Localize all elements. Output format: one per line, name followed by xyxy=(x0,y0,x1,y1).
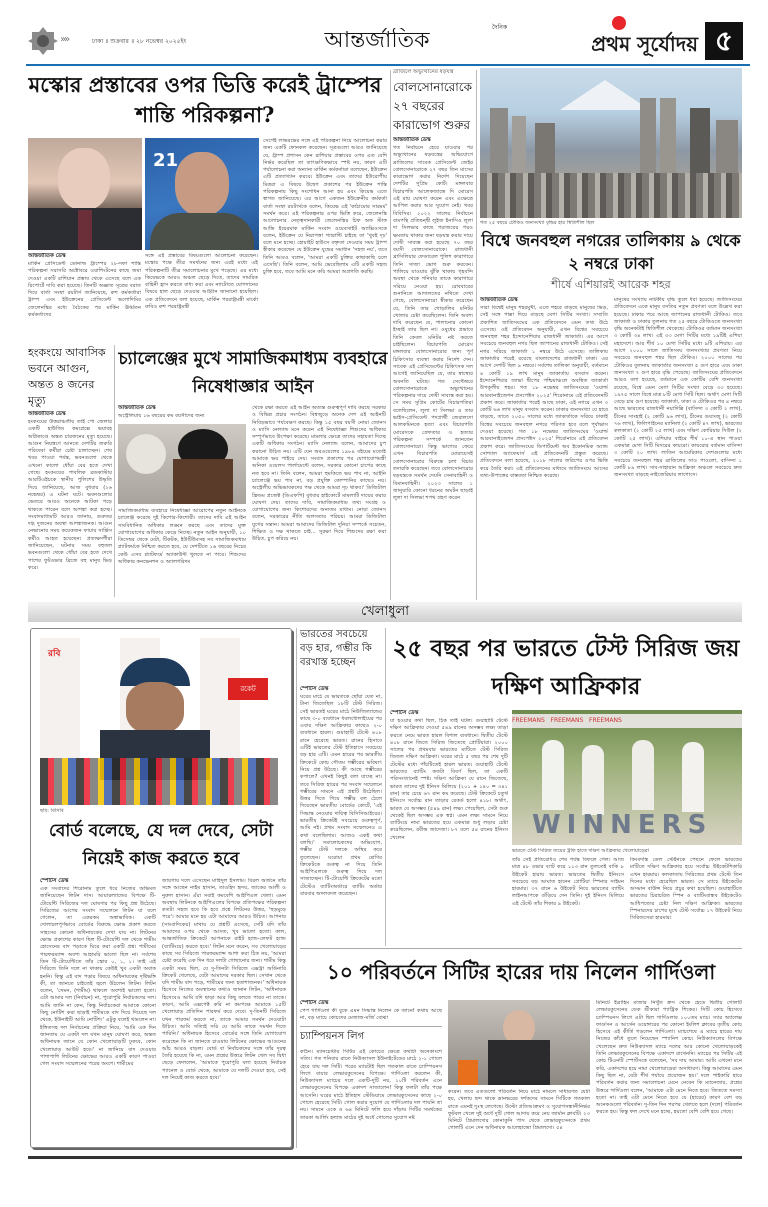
guardiola-col-1: কঠিন। ম্যানচেস্টার সিটির এই কোচের ক্ষেত্রে কথাটা অনেকাংশে সত্যি। গত শনিবার রাতে নিউক্যাসল ইউনাইটেডের মাঠে ২-১ গোলে হেরে যায় দল সিটি। পরের ম্যাচটাই ছিল গতকাল রাতে চ্যাম্পিয়নস লিগে বায়ার লেভারকুসেনের বিপক্ষে। গার্দিওলা করলেন কী, নিউক্যাসল ম্যাচের দলে একটি-দুটি নয়, ১০টি পরিবর্তন এনে লেভারকুসেনের বিপক্ষে একাদশ সাজালেন! কিন্তু ফলটা তাঁর পক্ষে আসেনি। ঘরের মাঠে ইতিহাদ স্টেডিয়ামে লেভারকুসেনের কাছে ২-০ গোলে হেরেছে সিটি। গোল করার সুযোগ যে গার্দিওলার দল পায়নি তা নয়। সামনে একে ও ৬৪ মিনিটে ফলি হয়ে দাঁড়ায় সিটির সমর্থকের তারকা আর্লিং হলান্ড মাঠের দুই অর্ধে গোলের সুযোগ নষ্ট xyxy=(300,1049,442,1121)
dateline: ঢাকা ॥ শুক্রবার ॥ ২৮ নভেম্বর ২০২৫ইং xyxy=(92,38,187,45)
arrows-icon: »» xyxy=(60,34,69,45)
social-intro: অস্ট্রেলিয়ায় ১৬ বছরের কম বয়সীদের জন্য xyxy=(118,413,205,419)
column-divider xyxy=(114,345,115,597)
section-title: আন্তর্জাতিক xyxy=(324,28,430,53)
social-headline: চ্যালেঞ্জের মুখে সামাজিকমাধ্যম ব্যবহারে নিষেধাজ্ঞার আইন xyxy=(118,349,388,397)
dhaka-subhead: শীর্ষে এশিয়ারই আরেক শহর xyxy=(551,278,671,291)
putin-photo xyxy=(28,138,142,250)
lead-col-3: সের্গেই লাভরভের সঙ্গে এই পরিকল্পনা নিয়ে আলোচনা করার জন্য একটি ফোনকল করেছেন। সূত্রগুলো আরও জানিয়েছে যে, ট্রাম্প প্রশাসন কেন রাশিয়ার প্রস্তাবের ওপর এত বেশি নির্ভর করেছিল তা তাৎক্ষণিকভাবে স্পষ্ট নয়, কারণ এটি পর্যালোচনা করা অন্যান্য মার্কিন কর্মকর্তারা বলেছেন, ইউক্রেন এটি প্রত্যাখ্যান করবে। ইউক্রেন এবং তাদের ইউরোপীয় মিত্ররা এ বিষয়ে উদ্বেগ প্রকাশের পর ইউক্রেন শান্তি পরিকল্পনায় কিছু সংশোধন আনা হয় এবং কিয়েভ এতে স্বাগত জানিয়েছে। এর আগে একজন ইউক্রেনীয় কর্মকর্তা বার্তা সংস্থা রয়টার্সকে বলেন, কিয়েভ এই 'কাঠামোর সারমর্ম' সমর্থন করে। এই পরিকল্পনার ওপর ভিত্তি করে, জেলেনস্কি আলোচনার নেতৃত্বদানকারী জেলেনস্কির চিফ অফ স্টাফ আন্দ্রি ইয়েরমাক মার্কিন সংবাদ ওয়েবসাইট অ্যাক্সিওসকে বলেন, ইউক্রেন যে নিরাপত্তা গ্যারান্টি চাইছে তা 'খুবই দৃঢ়' বলে মনে হচ্ছে। হোয়াইট হাউসে বক্তৃতা দেওয়ার সময় ট্রাম্প স্বীকার করেছেন যে ইউক্রেন যুদ্ধের সমাধান 'সহজ নয়', তবে তিনি আরও বলেন, 'আমরা একটি চুক্তির কাছাকাছি চলে এসেছি'। তিনি বলেন, আমি ভেবেছিলাম এটি একটি সহজ চুক্তি হবে, তবে আমি মনে করি আমরা অগ্রগতি করছি। xyxy=(263,138,387,276)
press-conference-photo xyxy=(40,638,278,805)
gambhir-headline: ভারতের সবচেয়ে বড় হার, গম্ভীর কি বরখাস্ত হচ্ছেন xyxy=(300,629,372,668)
winners-board: WINNERS xyxy=(532,810,713,840)
lead-col-1: মার্কিন প্রেসিডেন্ট ডোনাল্ড ট্রাম্পের ২৮-দফা শান্তি পরিকল্পনা সরাসরি অক্টোবরে ওয়াশিংটনের কাছে জমা দেওয়া একটি রাশিয়ান প্রস্তাব থেকে এসেছে বলে এক রিপোর্টে দাবি করা হয়েছে। তিনটি অজ্ঞাত সূত্রের বরাত দিয়ে বার্তা সংস্থা রয়টার্স জানিয়েছে, রুশ কর্মকর্তারা ট্রাম্প এবং ইউক্রেনের প্রেসিডেন্ট ভলোদিমির জেলেনস্কির মধ্যে বৈঠকের পর মার্কিন ঊর্ধ্বতন কর্মকর্তাদের xyxy=(28,261,141,319)
masthead-rule xyxy=(26,64,750,66)
sa-col-2: তাঁর সেই প্রতিরোধও শেষ পর্যন্ত বিফলে গেল। আজ মাত্র ৪৮ ওভার ব্যাট করে ১১৩ রান তুলতেই বাকি ৮ উইকেট হারায় ভারত। ভারতের দ্বিতীয় ইনিংসে সবচেয়ে বড় আঘাত হানেন প্রোটিয়া স্পিনার সাইমন হারমার। ৩৭ রানে ৬ উইকেট নিয়ে ভারতের ব্যাটিং লাইনআপকে গুঁড়িয়ে দেন তিনি। দুই ইনিংস মিলিয়ে এই টেস্টে তাঁর শিকার ৯ উইকেট। xyxy=(512,857,624,907)
board-col-2: জায়গায় দলে এসেছেন মাহিদুল ইসলাম। বিরল অর্জনে তাঁর সঙ্গে আছেন নাইম হাসান, তাওহিদ হৃদয়, জাকের আলী ও নুরুল হাসান। এঁরা সবাই কমবেশি আইপিএল খেলা। এমন অবস্থায় লিটনকে আইপিএলের বিপক্ষে প্রতিপক্ষের পরিকল্পনা কতটা সহজ হবে কি হবে প্রশ্নে লিটনের উত্তর, 'হুড়মুড়ে পরে'। আমার মনে হয় এটা আমাদের আরও উচিত। আপনার (সাংবাদিকের) মাথায় যে প্রশ্নটি এসেছে, সেটি যদি তাঁর আমাদের ওপর থেকে আসত, খুব ভালো হতো। কাল, আন্তর্জাতিক ক্রিকেটে আপনাকে রাইট হ্যান্ড-লেফট হ্যান্ড (ব্যাটিংয়ে) করতে হবে।' লিটন মনে করেন, সব খেলোয়াড়ের কাছে সব সিরিজে পারফরম্যান্স আশা করা ঠিক নয়, 'আমরা চেষ্টা করেছি এক দিন ধরে দলটা গোছানোর জন্য। শামীম কিন্তু একটা সময় ছিল, যে দু-তিনটা সিরিজে এক্সট্রা অর্ডিনারি ক্রিকেট খেলেছে, যেটা আমাদের দরকার ছিল। সেখান থেকে যদি শামীম বাদ পড়ে, শামীমের জন্য হতাশাজনক।' অধিনায়ক হিসেবে নিজের অবস্থানের কথাও জানান লিটন, 'অধিনায়ক হিসেবেও আমি যদি ছাড়া আর কিছু বলতে পারব না তাকে। কারণ, আমি এক্সপেক্ট করি না কমপক্ষে আমাকে ১৫টি খেলোয়াড় প্রতিদিন পারফর্ম করে দেবে। দু-তিনটি সিরিজে যখন পারফর্ম করতে না, তাকে আমার সমর্থন দেওয়াটা উচিত। আমি সত্যিই সরি যে আমি তাকে সমর্থন দিতে পারিনি।' অধিনায়ক হিসেবে বোর্ডের সঙ্গে তিনি যোগাযোগ করেছেন কি না জানতে চাওয়ায় লিটনের ক্ষোভের আগুনের আঁচ আরও বাড়ল। বোর্ড বা নির্বাচকদের সঙ্গে তাঁর দূরত্ব তৈরি হয়েছে কি না, এমন প্রশ্নের উত্তরে লিটন খেল সব দ্বিধা ছেড়ে ফেললেন, 'আমাকে পুরোপুরি বলা হয়েছে নির্বাচক প্যানেল ও বোর্ড থেকে, আমাকে যে দলটি দেওয়া হবে, সেই দল নিয়েই কাজ করতে হবে।' xyxy=(162,878,286,1082)
page-bottom-rule xyxy=(28,1156,742,1159)
board-desk: স্পোর্টস ডেস্ক xyxy=(40,878,69,884)
sa-col-1: যা হওয়ার কথা ছিল, ঠিক তাই ঘটল। গুয়াহাটি টেস্টে দক্ষিণ আফ্রিকার দেওয়া ৫৪৯ রানের অসম্ভব লক্ষ্য তাড়া করতে নেমে ভারত হারল বিশাল ব্যবধানে। দ্বিতীয় টেস্টে ৪০৮ রানে জিতে সিরিজ জিতেছে প্রোটিয়ারা। ২০০০ সালের পর প্রথমবার ভারতের মাটিতে টেস্ট সিরিজ জিতল দক্ষিণ আফ্রিকা। ঘরের মাঠে ৫ বছর পর শেষ দুটি টেস্টের মধ্যে পাঁচটিতেই হারল ভারত। গুয়াহাটি টেস্টে ভারতের ব্যাটিং কতটা বিবর্ণ ছিল, তা একটি পরিসংখ্যানেই স্পষ্ট। দক্ষিণ আফ্রিকা যে রানে জিতেছে, ভারত তাদের দুই ইনিংস মিলিয়ে (২০১ + ১৪০ = ৩৪১ রান) তার চেয়ে ৬৭ রান কম করেছে। টেস্ট ক্রিকেটে চতুর্থ ইনিংসে সর্বোচ্চ রান তাড়ার রেকর্ড হলো ৪১৮। অর্থাৎ, ভারত যে অসম্ভব (৫৪৯ রান) লক্ষ্য পেয়েছিল, সেটা শুরু থেকেই ছিল অসম্ভব এক স্বপ্ন। এমন লক্ষ্য সামনে নিয়ে ব্যাটিংয়ে নামা ভারতের হয়ে একমাত্র শুধু লড়ার চেষ্টা করেছিলেন, রবীন্দ্র জাদেজা। ৮৭ বলে ৫৪ রানের ইনিংস খেলেন xyxy=(390,718,508,841)
section-rule xyxy=(300,948,742,949)
sa-col-3: কিংবদন্তি ডেল স্টেইনকে পেছনে ফেলে ভারতের মাটিতে দক্ষিণ আফ্রিকার হয়ে সর্বোচ্চ উইকেটশিকারি এখন হারমার। কলকাতায় সিরিজের প্রথম টেস্টে তিন দিনের মধ্যে হেরেছিল ভারত। সে ম্যাচে উইকেটের অসমান বাউন্স নিয়ে প্রচুর কথা হয়েছিল। গুয়াহাটিতে ভারতের চিরাচরিত স্পিন ও ব্যাটিংবান্ধব উইকেটেও আধিপত্যের চেষ্টা নিল দক্ষিণ আফ্রিকা। ভারতের স্পিনারদের চাপের মুখে টেস্ট সর্বোচ্চ ১৭ উইকেট নিয়ে সিরিজসেরা হারমার। xyxy=(630,857,742,922)
hongkong-headline: হংকংয়ে আবাসিক ভবনে আগুন, অন্তত ৪ জনের মৃত্যু xyxy=(28,346,106,407)
sa-trophy-photo xyxy=(512,710,742,845)
column-divider xyxy=(390,70,391,600)
page-number-text: ৫ xyxy=(714,24,734,57)
paper-prefix: দৈনিক xyxy=(492,24,508,31)
board-col-1: এক সংবাদের শিরোনাম তুলে ধরে নিজের অভিমত জানিয়েছেন লিটন দাস। আয়ারল্যান্ডের বিপক্ষে টি-টোয়েন্টি সিরিজের দল ঘোষণার পর কিছু প্রশ্ন উঠেছে। সিরিজের আগের সংবাদ সম্মেলনে লিটন যা বলে গেলেন, তা একরকম অস্বাভাবিক। একটি দোলাচলপূর্ণভাবে বোর্ডের বিরুদ্ধে ক্ষোভ প্রকাশ করতে সাহসের কোনো অধিনায়কের দেখা যায় না। লিটনের ক্ষোভ প্রকাশের কারণ ছিল টি-টোয়েন্টি দল থেকে শামীম হোসেনের বাদ পড়াকে ঘিরে করা একটি প্রশ্ন। শামীমের পারফরম্যান্স অবশ্য আহামরি ভালো ছিল না। সর্বশেষ তিন টি-টোয়েন্টিতে তাঁর স্কোর ০, ১, ১। তাই এই সিরিজে তিনি দলে না থাকায় কেউই খুব একটা অবাক হননি। কিন্তু এই বাদ পড়ার বিষয়ে অধিনায়কের দৃষ্টিভঙ্গি কী, তা জানতে চাইতেই জ্বলে উঠলেন লিটন। লিটন বলেন, 'সেমন, (শামীম) থাকলে অবশ্যই ভালো হতো। এটা আমার দল (নির্বাচন) না, পুরোপুরি নির্বাচকদের দল। আমি জানি না কেন, কিন্তু নির্বাচকেরা আমাকে কোনো কিছু নোটিশ করা ছাড়াই শামীমকে বাদ দিয়ে দিয়েছে দল থেকে, ইউনাইটি আমি নোটিশ।' এটুকু বলেই থামলেন না। ইঙ্গিতসহ দল নির্বাচনের প্রক্রিয়া নিয়ে, 'আমি এক দিন জানতাম যে একটা দল যখন মানুষ ঘোষণা করে, অন্তত অধিনায়ক জানে যে কোন খেলোয়াড়টি ঢুকবে, কোন খেলোয়াড় আউট হবে।' না জানিয়ে বাদ দেওয়ার পাশাপাশি লিটনের ক্ষোভের আরও একটি কারণ পাওয়া গেল সংবাদ সম্মেলনের পরের অংশে। শামীমের xyxy=(40,886,156,1068)
gambhir-body: ঘরের মাঠে যে ভারতকে ছোঁয়া যেত না, টানা জিতেছিল ১৮টি টেস্ট সিরিজ। সেই ভারতই ঘরের মাঠে নিউজিল্যান্ডের কাছে ৩-০ ব্যবধানে ধবলধোলাইয়ের পর এবার দক্ষিণ আফ্রিকার কাছেও ২-০ ব্যবধানে হারল। গুয়াহাটি টেস্টে ৪০৮ রানে হেরেছে ভারত। রানের হিসাবে এটিই ভারতের টেস্ট ইতিহাসে সবচেয়ে বড় হার এটি। এমন হারের পর ভারতীয় ক্রিকেটে কোচ গৌতম গম্ভীরের ভবিষ্যৎ নিয়ে প্রশ্ন উঠছে। কী আছে গম্ভীরের কপালে? এখনই কিছুই বলা যাচ্ছে না। তবে সিরিজ হারের পর সংবাদ সম্মেলনে গম্ভীরের সামনে এই প্রশ্নটি উঠেছিল। উত্তর দিতে গিয়ে গম্ভীর বল ঠেলে দিয়েছেন ভারতীয় বোর্ডের কোর্টে, 'এই সিদ্ধান্ত নেওয়ার দায়িত্ব বিসিসিআইয়ের। ভারতীয় ক্রিকেটই সবচেয়ে গুরুত্বপূর্ণ, আমি নই। প্রথম সংবাদ সম্মেলনেও এ কথা বলেছিলাম। আজও একই কথা বলছি।' সমালোচকদের অভিযোগ, গম্ভীর টেস্ট দলকে অস্থির করে তুলেছেন। ঘরোয়া প্রথম শ্রেণির ক্রিকেটকে গুরুত্ব না দিয়ে তিনি আইপিএলকে গুরুত্ব দিয়ে দল সাজাচ্ছেন। টি-টোয়েন্টি ক্রিকেটের মতো টেস্টেও ব্যাটিংঅর্ডারে ব্যাটিং অর্ডার বারবার অদলবদল করেছেন। xyxy=(300,694,382,898)
page-number xyxy=(705,22,743,60)
paper-emblem-icon xyxy=(28,26,58,56)
bolsonaro-headline: বোলসোনারোকে ২৭ বছরের কারাভোগ শুরুর xyxy=(393,80,472,132)
tokyo-photo-caption: গত ২৫ বছরে টোকিও জনসংখ্যা বৃদ্ধির হার স্থিতিশীল ছিল xyxy=(480,220,595,226)
sponsor-logo-robi: রবি xyxy=(48,649,61,659)
social-col-2: থেকে রক্ষা করতে এই আইন অত্যন্ত গুরুত্বপূর্ণ দাবি করছে সরকার ও বিভিন্ন প্রচার সংগঠন। বিশ্বজুড়ে অনেক দেশ এই আইনটি নিবিড়ভাবে পর্যবেক্ষণ করছে। কিন্তু ১৫ বছর বয়সী নোয়া জোনস ও ম্যাসি নেল্যান্ড মনে করেন এই নিষেধাজ্ঞা শিশুদের অধিকার সম্পূর্ণভাবে উপেক্ষা করেছে। মামলার ক্ষেত্রে তাদের সহায়তা দিচ্ছে একটি অধিকার সংগঠন। ম্যাসি নেল্যান্ড বলেন, আমাদের চুপ করানো উচিত নয়। এটি যেন অরওয়েলের ১৯৮৪ বইয়ের মতোই আমাকে ভয় পাইয়ে দেয়। সংবাদ প্রকাশের পর যোগাযোগমন্ত্রী অনিকা ওয়েলস পার্লামেন্টে বলেন, সরকার কোনো চাপের কাছে নত হবে না। তিনি বলেন, আমরা হুমকিতে ভয় পাব না, আইনি চ্যালেঞ্জে ভয় পাব না, বড় প্রযুক্তি কোম্পানির কাছেও নয়। অস্ট্রেলীয় অভিভাবকদের পক্ষ থেকে আমরা দৃঢ় থাকব।' ডিজিটাল ফ্রিডম প্রজেক্ট (ডিএফপি) বুধবার হাইকোর্টে মামলাটি দায়ের করার ঘোষণা দেয়। তাদের দাবি, সামাজিকমাধ্যম তথ্য সংগ্রহ ও যোগাযোগের জন্য কিশোরদের অন্যতম মাধ্যম। নোয়া জোনস বলেন, সরকারের নীতি অলসতার পরিচয়। আমরা ডিজিটাল যুগের সন্তান। আমরা আমাদের ডিজিটাল দুনিয়া সম্পর্কে সচেতন, শিক্ষিত ও দক্ষ থাকতে চাই... সুরক্ষা দিয়ে শিশুদের রক্ষা করা উচিত, চুপ করিয়ে নয়। xyxy=(252,405,386,543)
guardiola-col-3: মিনিটে ইব্রাহিম মাজার নিখুঁত ক্রস থেকে হেডে দ্বিতীয় গোলটি লেভারকুসেনের ডেক শ্রীকারা প্যাট্রিক শিকের। সিটি কোচ হিসেবে চ্যাম্পিয়নস লিগে এটা ছিল গার্দিওলার ১০০তম ম্যাচ। স্যার অ্যালেক্স ফার্গুসন ও আর্সেন ওয়েঙ্গারের পর কোনো ইংলিশ ক্লাবের তৃতীয় কোচ হিসেবে এই কীর্তি গড়লেন গার্দিওলা। ম্যাচশেষে এ ম্যাচে হারের দায় নিজের কাঁধে তুলে নিয়েছেন স্প্যানিশ কোচ। নিউক্যাসলের বিপক্ষে খেলেছেন দ্রুত নিউক্যাসল ম্যাচে দলের আর কোনো খেলোয়াড়কেই তিনি লেভারকুসেনের বিপক্ষে একাদশে রাখেননি। ম্যাচের পর সিটির এই কোচ টিএনটি স্পোর্টসকে বলেছেন, 'সব দায় আমার। আমি এখনো মনে করি, একাদশের হয়ে নামা খেলোয়াড়েরা অসাধারণ। কিন্তু আমাদের এমন কিছু ছিল না, যেটা শীর্ষ পর্যায়ে প্রয়োজন হয়।' দলে পাইকারি হারে পরিবর্তন করার জন্য সমালোচনা মেনে নেবেন কি ম্যানেজার, প্রশ্নের উত্তরে গার্দিওলা বলেন, 'আমাকে এটা মেনে নিতে হবে। জিততে সমস্যা হতো না। তাই এটা মেনে নিতে হবে যে (হারের) কারণ বেশ বড় অনেকগুলো পরিবর্তন। দু-তিন দিন পরপর খেলতে হলে (দলে) পরিবর্তন করতে হয়। কিন্তু ফল দেখে মনে হচ্ছে, হয়তো বেশি বেশি হয়ে গেছে। xyxy=(596,1000,742,1116)
press-photo-credit: ছবি: বিসিবি xyxy=(40,808,64,814)
dhaka-col-1: সারা বিশ্বেই মানুষ শহরমুখী, এতে শহরে বাড়ছে মানুষের ভিড়, সেই সঙ্গে পাল্লা দিয়ে বাড়ছে মেগা সিটির সংখ্যা। সম্প্রতি প্রকাশিত জাতিসংঘের এক প্রতিবেদনে এমন তথ্য উঠে এসেছে। ওই প্রতিবেদন অনুযায়ী, এখন বিশ্বের সবচেয়ে জনবহুল শহর ইন্দোনেশিয়ার রাজধানী জাকার্তা। এর আগে সবচেয়ে জনবহুল নগর ছিল জাপানের রাজধানী টোকিও। সেই নগর সরিয়ে জাকার্তা ১ নম্বরে উঠে এসেছে। তালিকায় জাকার্তার পরেই রয়েছে বাংলাদেশের রাজধানী ঢাকা। এর আগে দেশটি ছিল ৯ নম্বরে। সর্বশেষ তালিকা অনুযায়ী, বর্তমানে ৪ কোটি ১৯ লাখ মানুষ জাকার্তায় বসবাস করেন। ইন্দোনেশিয়ার জাভা দ্বীপের পশ্চিমাঞ্চলে অবস্থিত জাকার্তা উপকূলীয় শহর। গত ১৮ নভেম্বর জাতিসংঘের 'ওয়ার্ল্ড আরবানাইজেশন প্রসপেক্টস ২০২৫' শিরোনামে এই প্রতিবেদনটি প্রকাশ করে। জাকার্তার পরেই আছে ঢাকা, এই নগরে এখন ৩ কোটি ৬৬ লাখ মানুষ বসবাস করেন। ঢাকার জনসংখ্যা যে হারে বাড়ছে, তাতে ২০৫০ সালের মধ্যে জাকার্তাকে সরিয়ে ঢাকাই বিশ্বের সবচেয়ে জনবহুল নগরে পরিণত হবে বলে পূর্বাভাস দেওয়া হয়েছে। গত ১৮ নভেম্বর জাতিসংঘের 'ওয়ার্ল্ড আরবানাইজেশন প্রসপেক্টস ২০২৫' শিরোনামে এই প্রতিবেদন প্রকাশ করে। জাতিসংঘের ডিপার্টমেন্ট অব ইকোনমিক অ্যান্ড সোশ্যাল অ্যাফেয়ার্স এই প্রতিবেদনটি প্রস্তুত করেছে। প্রতিবেদনে বলা হয়েছে, ২০১৮ সালের জরিপের ওপর ভিত্তি করে তৈরি করা। এই প্রতিবেদনের মাধ্যমে জাতিসংঘে আসের তথ্য-উপাত্তের বাস্তবতা নিশ্চিত করেছে। xyxy=(480,305,608,479)
tokyo-skyline-photo xyxy=(480,68,742,218)
hongkong-body: হংকংয়ের উত্তরাঞ্চলীয় তাই পো জেলার একটি হাউজিং কমপ্লেক্সে ভয়াবহ অগ্নিকাণ্ডে অন্তত চারজনের মৃত্যু হয়েছে। আগুন নিয়ন্ত্রণে আনতে দেশটির জরুরি পরিষেবা কর্মীরা চেষ্টা চালাচ্ছেন। শেষ খবর পাওয়া পর্যন্ত, ভবনগুলো থেকে এখনো কালো ধোঁয়া বের হতে দেখা গেছে। হংকংয়ের পাবলিক ব্রডকাস্টার আরটিএইচকে স্থানীয় পুলিশের উদ্ধৃতি দিয়ে জানিয়েছে, আজ বুধবার (২৬ নভেম্বর) এ ঘটনা ঘটে। ভবনগুলোর ভেতরে আরও অনেকে আটকা পড়ে থাকতে পারেন বলে আশঙ্কা করা হচ্ছে। সংবাদমাধ্যমটি আরও জানায়, গুরুতর দগ্ধ দুজনের অবস্থা আশঙ্কাজনক। আগুন নেভানোর সময় কয়েকজন ফায়ার সার্ভিস কর্মীও আহত হয়েছেন। প্রত্যক্ষদর্শীরা জানিয়েছেন, ঘটনার সময় বহুতল ভবনগুলো থেকে ধোঁয়া বের হতে দেখে পাশের ফুটওভার ব্রিজে বহু মানুষ ভিড় করে। xyxy=(28,419,112,571)
sponsor-banner: FREEMANS FREEMANS FREEMANS xyxy=(512,714,742,728)
guardiola-col-2: করেন। তবে এতগুলো পরিবর্তন নিয়ে মাঠে নামলে সাধারণত যেটা হয়, খেলায় ছন্দ থাকে ম্লানভরের দর্শকদের সামনে সিটিকে গতকাল রাতে এমনই দুঃস্থ লেগেছে। উল্টো প্রতিআক্রমণ ও সুযোগসন্ধানীনির্ভর ফুটবল খেলে দুই অর্ধে দুটি গোল আদায় করে নেয় জার্মান ক্লাবটি। ২৩ মিনিটে গ্রিমালদোর কোনাকুনি পাস থেকে লেভারকুসেনকে প্রথম গোলটি এনে দেন অধিনায়ক আলেহান্দ্রো গ্রিমালদো। ৫৪ xyxy=(448,1089,590,1132)
dhaka-col-2: মানুষের সংখ্যায় নাটকীয় বৃদ্ধি তুলে ধরা হয়েছে। জাতিসংঘের প্রতিবেদনে একে মানুষ বসতির নতুন প্রবণতা বলে উল্লেখ করা হয়েছে। ঢাকার পরে আছে জাপানের রাজধানী টোকিও। তবে জাকার্তা ও ঢাকার তুলনায় গত ২৫ বছরে টোকিওতে জনসংখ্যা বৃদ্ধি অনেকটাই স্থিতিশীল থেকেছে। টোকিওর বর্তমান জনসংখ্যা ৩ কোটি ৩৪ লাখ। এই ৩৩ মেগা সিটির মধ্যে ১৯টিই এশিয়া মহাদেশে। আর শীর্ষ ১০ মেগা সিটির মধ্যে ৯টি এশিয়ায়। এর আগে ২০০০ সালে জাতিসংঘ জনসংখ্যার প্রবণতা নিয়ে সবচেয়ে জনবহুল শহর ছিল টোকিও। ২০০০ সালের পর টোকিওর তুলনায় জাকার্তার জনসংখ্যা ৫ গুণ হারে এবং ঢাকা জনসংখ্যা ৭ গুণ হারে বৃদ্ধি পেয়েছে। জাতিসংঘের প্রতিবেদনে আরও বলা হয়েছে, বর্তমানে এক কোটির বেশি জনসংখ্যা রয়েছে, বিশ্বে এমন মেগা সিটির সংখ্যা বেড়ে ৩৩ হয়েছে। ১৯৭৫ সালে বিশ্বে মাত্র ৮টি মেগা সিটি ছিল। অর্থাৎ মেগা সিটি বেড়ে চার গুণ হয়েছে। জাকার্তা, ঢাকা ও টোকিওর পর ৪ নম্বরে আছে ভারতের রাজধানী নয়াদিল্লি (বাসিন্দা ৩ কোটি ২ লাখ), চীনের সাংহাই (২ কোটি ৯৬ লাখ), চীনের গুয়াংজু (২ কোটি ৭৬ লাখ), ফিলিপাইনের ম্যানিলা (২ কোটি ৪৭ লাখ), ভারতের কলকাতা (২ কোটি ২৫ লাখ) এবং দক্ষিণ কোরিয়ার সিউল (২ কোটি ২৫ লাখ)। এশিয়ার বাইরে শীর্ষ ১০-এ স্থান পাওয়া একমাত্র মেগা সিটি মিসরের কায়রো। কায়রোর বর্তমান বাসিন্দা ৩ কোটি ২০ লাখ। লাতিন আমেরিকার দেশগুলোর মধ্যে সবচেয়ে জনবহুল শহর ব্রাজিলের সাও পাওলো, বাসিন্দা ১ কোটি ৮৯ লাখ। সাব-সাহারান আফ্রিকা অঞ্চলে সবচেয়ে দ্রুত জনসংখ্যা বাড়ছে নাইজেরিয়ার লাগোসে। xyxy=(614,297,742,479)
gambhir-desk: স্পোর্টস ডেস্ক xyxy=(300,686,329,692)
guardiola-desk: স্পোর্টস ডেস্ক xyxy=(300,1000,329,1006)
social-desk: আন্তর্জাতিক ডেস্ক xyxy=(118,405,156,411)
masthead xyxy=(22,24,746,64)
sa-photo-caption: ভারতে টেস্ট সিরিজ জয়ের ট্রফি হাতে দক্ষিণ আফ্রিকার খেলোয়াড়েরা xyxy=(512,848,650,854)
lead-col-2: সঙ্গে এই প্রস্তাবের বিষয়গুলো আলোচনা করেছেন। মস্কোর পক্ষে তীব্র সমর্থনের জন্য এরই মধ্যে এই পরিকল্পনাটি তীব্র সমালোচনার মুখে পড়েছে। এর মধ্যে কিয়েভকে আরও অঞ্চল ছেড়ে দিতে, তাদের সামরিক বাহিনী হ্রাস করতে বাধ্য করা এবং ন্যাটোতে যোগদানের বিষয়ে হাল ছেড়ে দেওয়ার আহ্বান জানানো হয়েছিল। এক প্রতিবেদনে বলা হয়েছে, মার্কিন পররাষ্ট্রমন্ত্রী মার্কো রুবিও রুশ পররাষ্ট্রমন্ত্রী xyxy=(145,253,258,311)
column-divider xyxy=(296,628,297,1148)
column-divider xyxy=(385,628,386,946)
teens-phone-photo xyxy=(118,424,246,504)
hongkong-desk: আন্তর্জাতিক ডেস্ক xyxy=(28,411,66,417)
sports-section-title: খেলাধুলা xyxy=(360,604,409,619)
guardiola-photo xyxy=(448,1000,590,1085)
paper-logo: প্রথম সূর্যোদয় xyxy=(591,32,698,56)
guardiola-tag-rule xyxy=(300,1026,442,1027)
bolsonaro-desk: আন্তর্জাতিক ডেস্ক xyxy=(393,137,431,143)
zelensky-photo: 21 xyxy=(145,138,259,250)
sa-headline: ২৫ বছর পর ভারতে টেস্ট সিরিজ জয় দক্ষিণ আফ্রিকার xyxy=(392,635,740,700)
sa-desk: স্পোর্টস ডেস্ক xyxy=(390,710,419,716)
champions-league-tag: চ্যাম্পিয়নস লিগ xyxy=(300,1031,365,1042)
column-divider xyxy=(476,70,477,600)
dhaka-desk: আন্তর্জাতিক ডেস্ক xyxy=(480,297,518,303)
lead-headline: মস্কোর প্রস্তাবের ওপর ভিত্তি করেই ট্রাম্পের শান্তি পরিকল্পনা? xyxy=(28,72,382,127)
bolsonaro-kicker: ব্রাজিলে অভ্যুত্থানের ষড়যন্ত্র xyxy=(393,69,454,75)
lead-desk: আন্তর্জাতিক ডেস্ক xyxy=(28,253,66,259)
sun-logo-icon xyxy=(612,16,626,30)
bolsonaro-body: গত নির্বাচনে হেরে যাওয়ার পর অভ্যুত্থানের ষড়যন্ত্রের অভিযোগে ব্রাজিলের সাবেক প্রেসিডেন্ট জেইর বোলসোনারোকে ২৭ বছর তিন মাসের কারাভোগ করার নির্দেশ দিয়েছেন দেশটির সুপ্রিম কোর্ট। মঙ্গলবার বিচারপতি আলেকজান্দ্রে দি মোরেস এই রায় ঘোষণা করেন এবং এক্ষেত্রে আপিল করার আর সুযোগ নেই। খবর বিবিসির। ২০২২ সালের নির্বাচনে বামপন্থি প্রতিদ্বন্দ্বী লুইজ ইনাসিও লুলা দা সিলভার কাছে পরাজয়ের পরও ক্ষমতায় থাকার জন্য ষড়যন্ত্র করার দায়ে দোষী সাব্যস্ত করা হয়েছে ৭০ বছর বয়সী বোলসোনারোকে। রাজধানী ব্রাসিলিয়ার ফেডারেল পুলিশ কারাগারে তিনি সাজা ভোগ শুরু করবেন। পালিয়ে যাওয়ার ঝুঁকি থাকায় গৃহবন্দি অবস্থা থেকে শনিবার তাকে কারাগারে সরিয়ে নেওয়া হয়। রোববারের শুনানিতে আদালতের নথিতে দেখা গেছে, বোলসোনারো স্বীকার করেছেন যে, তিনি তার গোড়ালির মনিটর খোলার চেষ্টা করেছিলেন। তিনি অবশ্য দাবি করেছেন যে, পালানোর কোনো ইচ্ছাই তার ছিল না। ওষুধের প্রভাবে তিনি কেবল মনিটর নষ্ট করতে চাইছিলেন। বিচারপতি মোরেস মঙ্গলবার বোলসোনারোর জন্য পূর্ণ চিকিৎসার ব্যবস্থা করার নির্দেশ দেন। সাবেক এই প্রেসিডেন্টের চিকিৎসক দল আগেই জানিয়েছিল যে, তার স্বাস্থ্যের অবনতি ঘটছে। গত সেপ্টেম্বরে বোলসোনারোকে অভ্যুত্থানের পরিকল্পনার দায়ে দোষী সাব্যস্ত করা হয়। সে সময় সুপ্রিম কোর্টের বিচারপতিরা বলেছিলেন, লুলা দা সিলভা ও তার ভাইস-প্রেসিডেন্ট পদপ্রার্থী জেরালদো আলকমিনকে হত্যা এবং বিচারপতি মোরেসকে গ্রেফতার ও হত্যার পরিকল্পনা সম্পর্কে জানতেন বোলসোনারো। কিন্তু ভাগ্যের ফেরে এখন বিচারপতি মোরায়েসই বোলসোনারোর বিরুদ্ধে চলা বিচার তদারকি করেছেন। তবে বোলসোনারোর ষড়যন্ত্রকে সমর্থন দেয়নি সেনাবাহিনী ও বিমানবাহিনী। ২০২৩ সালের ১ জানুয়ারি কোনো ধরনের অঘটন ছাড়াই লুলা দা সিলভা শপথ গ্রহণ করেন xyxy=(393,145,473,502)
social-col-1: সামাজিকমাধ্যম ব্যবহারে নিষেধাজ্ঞা আরোপের নতুন আইনকে চ্যালেঞ্জ করেছে দুই কিশোর-কিশোরী। তাদের দাবি এই আইন সাংবিধানিক অধিকার লঙ্ঘন করছে এবং তাদের মুক্ত যোগাযোগের অধিকার কেড়ে নিচ্ছে। নতুন আইন অনুযায়ী, ১০ ডিসেম্বর থেকে মেটা, টিকটক, ইউটিউবসহ সব সামাজিকমাধ্যম প্ল্যাটফর্মকে নিশ্চিত করতে হবে, যে দেশটিতে ১৬ বছরের নিচের কেউ এসব প্ল্যাটফর্মে অ্যাকাউন্ট খুলতে না পারে। শিশুদের অধিকার কনভেনশন ও অ্যালগরিদম xyxy=(118,508,246,566)
sponsor-logo-rocket: রকেট xyxy=(228,678,268,700)
board-headline: বোর্ড বলেছে, যে দল দেবে, সেটা নিয়েই কাজ করতে হবে xyxy=(48,821,274,869)
guardiola-headline: ১০ পরিবর্তনে সিটির হারের দায় নিলেন গার্দিওলা xyxy=(326,960,716,984)
dhaka-headline: বিশ্বে জনবহুল নগরের তালিকায় ৯ থেকে ২ নম্বরে ঢাকা xyxy=(481,231,741,273)
guardiola-intro: পেপ গার্দিওলা কী বুকে এমন সিদ্ধান্ত নিলেন কে জানে! কথায় আছে না, বড় ম্যাচে কোচদের মেজাজ-মর্জি বোঝা xyxy=(300,1008,442,1022)
sports-section-band xyxy=(28,602,742,622)
